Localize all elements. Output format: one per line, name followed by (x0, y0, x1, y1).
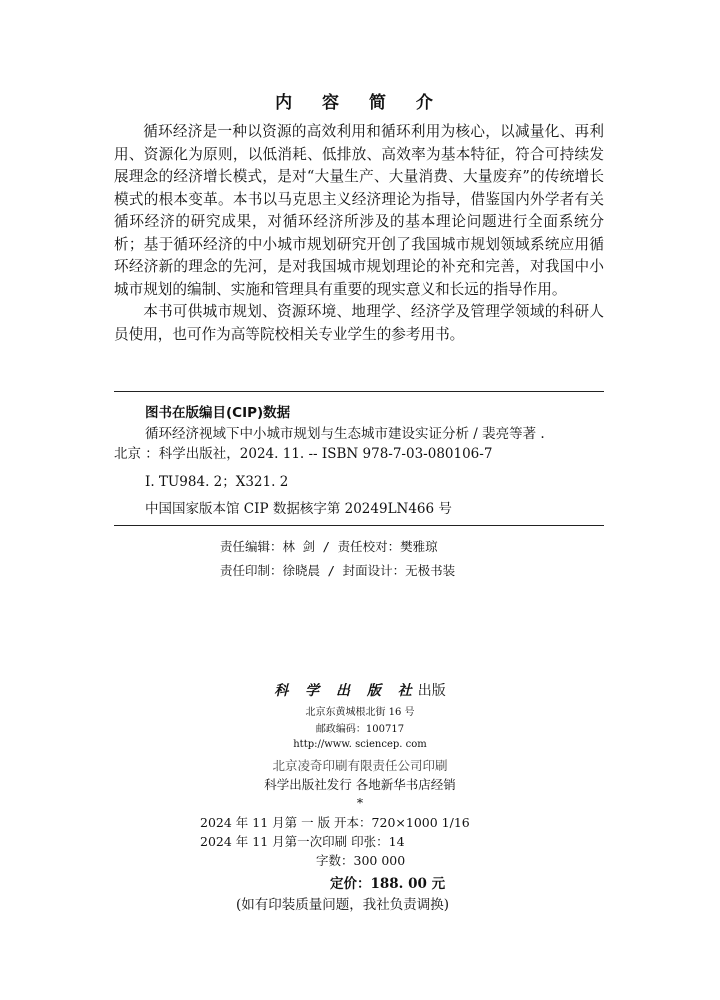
cip-classification: Ⅰ. TU984. 2；X321. 2 (145, 474, 289, 490)
cip-bottom-rule (114, 525, 604, 526)
publisher-suffix: 出版 (417, 683, 446, 699)
cip-top-rule (114, 391, 604, 392)
edition-line: 2024 年 11 月第 一 版 开本：720×1000 1/16 (200, 815, 470, 830)
summary-title: 内 容 简 介 (275, 93, 445, 113)
distribution-line: 科学出版社发行 各地新华书店经销 (264, 777, 456, 792)
word-count: 字数：300 000 (316, 853, 406, 868)
separator-star: * (356, 795, 364, 810)
publisher-brand: 科 学 出 版 社 (274, 683, 418, 699)
cip-publication-line: 北京 ：科学出版社，2024. 11. -- ISBN 978-7-03-080106-7 (114, 446, 493, 462)
publisher-address: 北京东黄城根北街 16 号 (305, 707, 415, 718)
quality-note: (如有印装质量问题，我社负责调换) (236, 897, 450, 913)
production-credit: 责任印制：徐晓晨 / 封面设计：无极书装 (220, 563, 456, 578)
impression-line: 2024 年 11 月第一次印刷 印张：14 (200, 834, 405, 849)
cip-verification-number: 中国国家版本馆 CIP 数据核字第 20249LN466 号 (145, 501, 452, 517)
publisher-name (0, 680, 720, 700)
price: 定价：188. 00 元 (330, 876, 446, 892)
cip-title-line: 循环经济视域下中小城市规划与生态城市建设实证分析 / 裴亮等著 . (145, 426, 545, 442)
printer-line: 北京凌奇印刷有限责任公司印刷 (272, 758, 448, 773)
cip-heading: 图书在版编目(CIP)数据 (145, 405, 291, 421)
editors-credit: 责任编辑：林 剑 / 责任校对：樊雅琼 (220, 539, 438, 554)
publisher-postcode: 邮政编码：100717 (315, 724, 405, 735)
summary-paragraph-2: 本书可供城市规划、资源环境、地理学、经济学及管理学领域的科研人员使用，也可作为高等院校相关专业学生的参考用书。 (114, 303, 604, 343)
summary-paragraph-1: 循环经济是一种以资源的高效利用和循环利用为核心，以减量化、再利用、资源化为原则，以低消耗、低排放、高效率为基本特征，符合可持续发展理念的经济增长模式，是对“大量生产、大量消费、大量废弃”的传统增长模式的根本变革。本书以马克思主义经济理论为指导，借鉴国内外学者有关循环经济的研究成果，对循环经济所涉及的基本理论问题进行全面系统分析；基于循环经济的中小城市规划研究开创了我国城市规划领域系统应用循环经济新的理念的先河，是对我国城市规划理论的补充和完善，对我国中小城市规划的编制、实施和管理具有重要的现实意义和长远的指导作用。 (114, 123, 604, 298)
publisher-website: http://www. sciencep. com (293, 739, 427, 750)
